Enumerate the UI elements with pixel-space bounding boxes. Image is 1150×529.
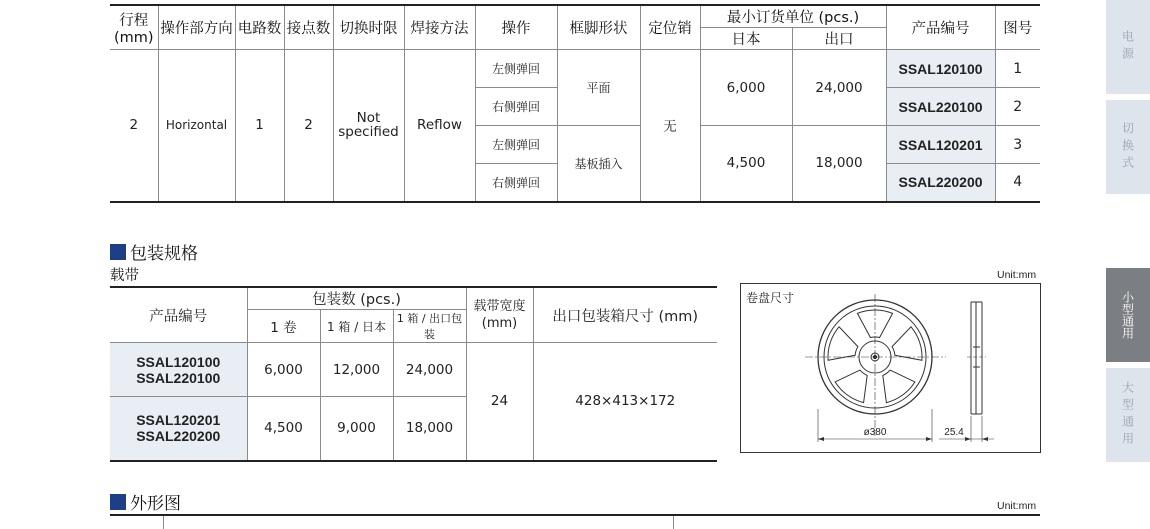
section-marker-icon <box>110 494 126 510</box>
header-solder: 焊接方法 <box>404 5 475 50</box>
pack-header-tape-width-unit: (mm) <box>481 316 518 331</box>
header-figure-no: 图号 <box>995 5 1040 50</box>
side-nav-label: 电源 <box>1120 30 1135 64</box>
pack-box-export-qty: 18,000 <box>393 397 466 461</box>
cell-figure-no: 1 <box>995 50 1040 88</box>
header-circuits: 电路数 <box>235 5 284 50</box>
cell-figure-no: 4 <box>995 164 1040 202</box>
pack-export-box-size: 428×413×172 <box>533 343 717 461</box>
cell-moq-japan: 4,500 <box>700 126 792 202</box>
cell-direction: Horizontal <box>158 50 235 202</box>
reel-diameter-label: ø380 <box>863 427 887 438</box>
side-nav-tab-switch[interactable] <box>1106 100 1150 194</box>
pack-header-box-japan: 1 箱 / 日本 <box>320 310 393 343</box>
reel-drawing-box <box>740 283 1041 453</box>
packaging-section-label: 包装规格 <box>130 244 198 264</box>
pack-box-export-qty: 24,000 <box>393 343 466 397</box>
reel-spoke-window <box>828 327 858 361</box>
reel-drawing <box>741 284 1041 452</box>
packaging-table <box>110 286 717 462</box>
cell-locating-pin: 无 <box>640 50 700 202</box>
outline-section-title <box>110 489 181 514</box>
pack-header-tape-width-label: 载带宽度 <box>473 299 526 314</box>
header-stroke <box>110 5 158 50</box>
cell-figure-no: 2 <box>995 88 1040 126</box>
pack-product-group <box>110 343 247 397</box>
pack-header-export-box: 出口包装箱尺寸 (mm) <box>533 287 717 343</box>
cell-moq-export: 18,000 <box>792 126 886 202</box>
header-locating-pin: 定位销 <box>640 5 700 50</box>
reel-label: 卷盘尺寸 <box>746 291 795 305</box>
side-nav-label: 大型通用 <box>1120 381 1135 449</box>
cell-contacts: 2 <box>284 50 333 202</box>
section-marker-icon <box>110 244 126 260</box>
packaging-unit: Unit:mm <box>997 269 1037 281</box>
header-contacts: 接点数 <box>284 5 333 50</box>
pack-reel-qty: 6,000 <box>247 343 320 397</box>
cell-moq-japan: 6,000 <box>700 50 792 126</box>
side-nav-tab-power[interactable] <box>1106 0 1150 94</box>
outline-section-label: 外形图 <box>130 494 181 514</box>
header-product-no: 产品编号 <box>886 5 995 50</box>
cell-operation: 右侧弹回 <box>475 164 557 202</box>
header-terminal: 框脚形状 <box>557 5 640 50</box>
pack-product-no: SSAL120201 <box>136 412 221 429</box>
header-direction: 操作部方向 <box>158 5 235 50</box>
cell-product-no: SSAL220100 <box>886 88 995 126</box>
cell-operation: 右侧弹回 <box>475 88 557 126</box>
side-nav-tab-small-general[interactable] <box>1106 268 1150 362</box>
cell-operation: 左侧弹回 <box>475 126 557 164</box>
pack-tape-width: 24 <box>466 343 533 461</box>
pack-reel-qty: 4,500 <box>247 397 320 461</box>
header-moq: 最小订货单位 (pcs.) <box>700 5 886 28</box>
cell-moq-export: 24,000 <box>792 50 886 126</box>
pack-box-japan-qty: 12,000 <box>320 343 393 397</box>
cell-solder: Reflow <box>404 50 475 202</box>
reel-spoke-window <box>835 370 867 403</box>
cell-product-no: SSAL120100 <box>886 50 995 88</box>
header-switch-time: 切换时限 <box>333 5 404 50</box>
reel-spoke-window <box>892 327 922 361</box>
cell-stroke: 2 <box>110 50 158 202</box>
reel-width-label: 25.4 <box>944 427 964 438</box>
outline-table-header <box>110 514 1040 529</box>
side-nav-label: 小型通用 <box>1120 291 1135 339</box>
header-stroke-label: 行程 <box>119 13 149 29</box>
pack-header-product-no: 产品编号 <box>110 287 247 343</box>
reel-spoke-window <box>883 370 915 403</box>
outline-column-divider <box>673 516 674 529</box>
packaging-sub-title: 载带 <box>110 268 139 284</box>
cell-product-no: SSAL220200 <box>886 164 995 202</box>
cell-terminal: 平面 <box>557 50 640 126</box>
header-moq-japan: 日本 <box>700 28 792 50</box>
cell-product-no: SSAL120201 <box>886 126 995 164</box>
pack-product-group <box>110 397 247 461</box>
pack-header-box-export: 1 箱 / 出口包装 <box>393 310 466 343</box>
header-moq-export: 出口 <box>792 28 886 50</box>
outline-column-divider <box>163 516 164 529</box>
pack-product-no: SSAL220100 <box>136 369 221 386</box>
side-nav-tab-large-general[interactable] <box>1106 368 1150 462</box>
pack-product-no: SSAL120100 <box>136 353 221 370</box>
cell-operation: 左侧弹回 <box>475 50 557 88</box>
cell-terminal: 基板插入 <box>557 126 640 202</box>
cell-figure-no: 3 <box>995 126 1040 164</box>
cell-circuits: 1 <box>235 50 284 202</box>
pack-box-japan-qty: 9,000 <box>320 397 393 461</box>
spec-table <box>110 4 1040 203</box>
pack-product-no: SSAL220200 <box>136 428 221 445</box>
pack-header-reel: 1 卷 <box>247 310 320 343</box>
side-nav-label: 切换式 <box>1120 121 1135 173</box>
header-stroke-unit: (mm) <box>113 30 154 46</box>
header-operation: 操作 <box>475 5 557 50</box>
pack-header-tape-width <box>466 287 533 343</box>
cell-switch-time: Not specified <box>333 50 404 202</box>
pack-header-qty: 包装数 (pcs.) <box>247 287 466 310</box>
outline-unit: Unit:mm <box>997 500 1037 512</box>
packaging-section-title <box>110 239 198 264</box>
